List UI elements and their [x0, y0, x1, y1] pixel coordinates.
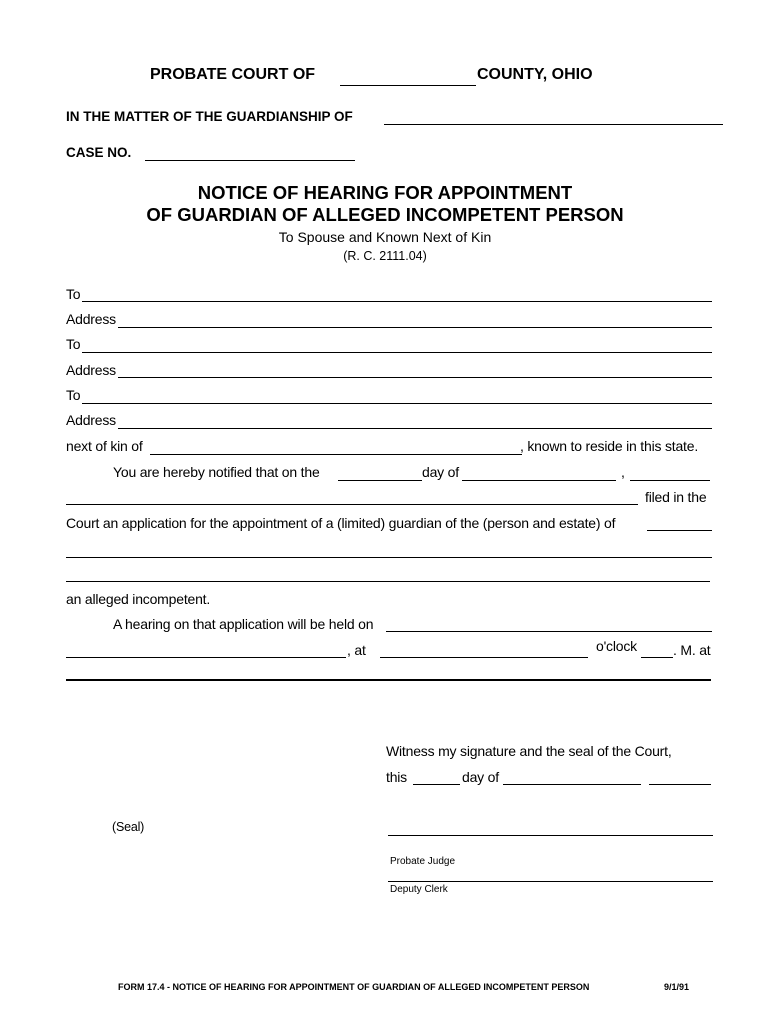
address-label-1: Address [66, 311, 116, 327]
address-blank-1[interactable] [118, 327, 712, 328]
title-line-2: OF GUARDIAN OF ALLEGED INCOMPETENT PERSON [146, 204, 624, 225]
to-label-1: To [66, 286, 81, 302]
filed-in-the-text: filed in the [645, 489, 707, 505]
sign-month-blank[interactable] [503, 784, 641, 785]
application-text: Court an application for the appointment of a (limited) guardian of the (person and estate) of [66, 515, 616, 531]
statute: (R. C. 2111.04) [343, 249, 427, 263]
address-blank-2[interactable] [118, 377, 712, 378]
sign-year-blank[interactable] [649, 784, 711, 785]
hearing-time-blank[interactable] [380, 657, 588, 658]
notice-month-blank[interactable] [462, 480, 616, 481]
to-blank-3[interactable] [82, 403, 712, 404]
hearing-location-blank[interactable] [66, 679, 711, 681]
am-pm-blank[interactable] [641, 657, 673, 658]
sign-day-blank[interactable] [413, 784, 460, 785]
notice-day-blank[interactable] [338, 480, 422, 481]
next-of-kin-blank[interactable] [150, 454, 522, 455]
matter-label: IN THE MATTER OF THE GUARDIANSHIP OF [66, 109, 353, 124]
m-at-text: . M. at [673, 642, 711, 658]
known-reside-text: , known to reside in this state. [520, 438, 699, 454]
notice-comma: , [621, 464, 625, 480]
oclock-text: o'clock [596, 638, 637, 654]
to-label-2: To [66, 336, 81, 352]
ward-name-blank-2[interactable] [66, 557, 712, 558]
subtitle: To Spouse and Known Next of Kin [278, 229, 492, 245]
notified-text: You are hereby notified that on the [113, 464, 320, 480]
filed-by-blank[interactable] [66, 504, 638, 505]
hearing-date-blank-2[interactable] [66, 657, 346, 658]
address-blank-3[interactable] [118, 428, 712, 429]
notice-year-blank[interactable] [630, 480, 710, 481]
seal-label: (Seal) [112, 820, 145, 834]
to-blank-2[interactable] [82, 352, 712, 353]
deputy-clerk-label: Deputy Clerk [390, 884, 448, 895]
this-label: this [386, 769, 407, 785]
court-suffix: COUNTY, OHIO [477, 66, 593, 83]
to-blank-1[interactable] [82, 301, 712, 302]
county-blank[interactable] [340, 85, 476, 86]
case-number-blank[interactable] [145, 160, 355, 161]
ward-name-blank[interactable] [647, 530, 712, 531]
court-prefix: PROBATE COURT OF [150, 66, 316, 83]
alleged-incompetent-text: an alleged incompetent. [66, 591, 211, 607]
hearing-text: A hearing on that application will be held on [113, 616, 374, 632]
probate-judge-signature-line[interactable] [388, 835, 713, 836]
to-label-3: To [66, 387, 81, 403]
ward-name-blank-3[interactable] [66, 581, 710, 582]
deputy-clerk-signature-line[interactable] [388, 881, 713, 882]
comma-at-text: , at [347, 642, 366, 658]
probate-judge-label: Probate Judge [390, 856, 456, 867]
hearing-date-blank[interactable] [386, 631, 712, 632]
footer-date: 9/1/91 [664, 982, 690, 992]
title-line-1: NOTICE OF HEARING FOR APPOINTMENT [197, 182, 573, 203]
witness-text: Witness my signature and the seal of the Court, [386, 743, 672, 759]
case-label: CASE NO. [66, 145, 132, 160]
footer-form-title: FORM 17.4 - NOTICE OF HEARING FOR APPOINTMENT OF GUARDIAN OF ALLEGED INCOMPETENT PERSON [118, 982, 590, 992]
sign-day-of: day of [462, 769, 499, 785]
guardianship-name-blank[interactable] [384, 124, 723, 125]
address-label-2: Address [66, 362, 116, 378]
next-of-kin-label: next of kin of [66, 438, 143, 454]
notice-day-of: day of [422, 464, 459, 480]
address-label-3: Address [66, 412, 116, 428]
